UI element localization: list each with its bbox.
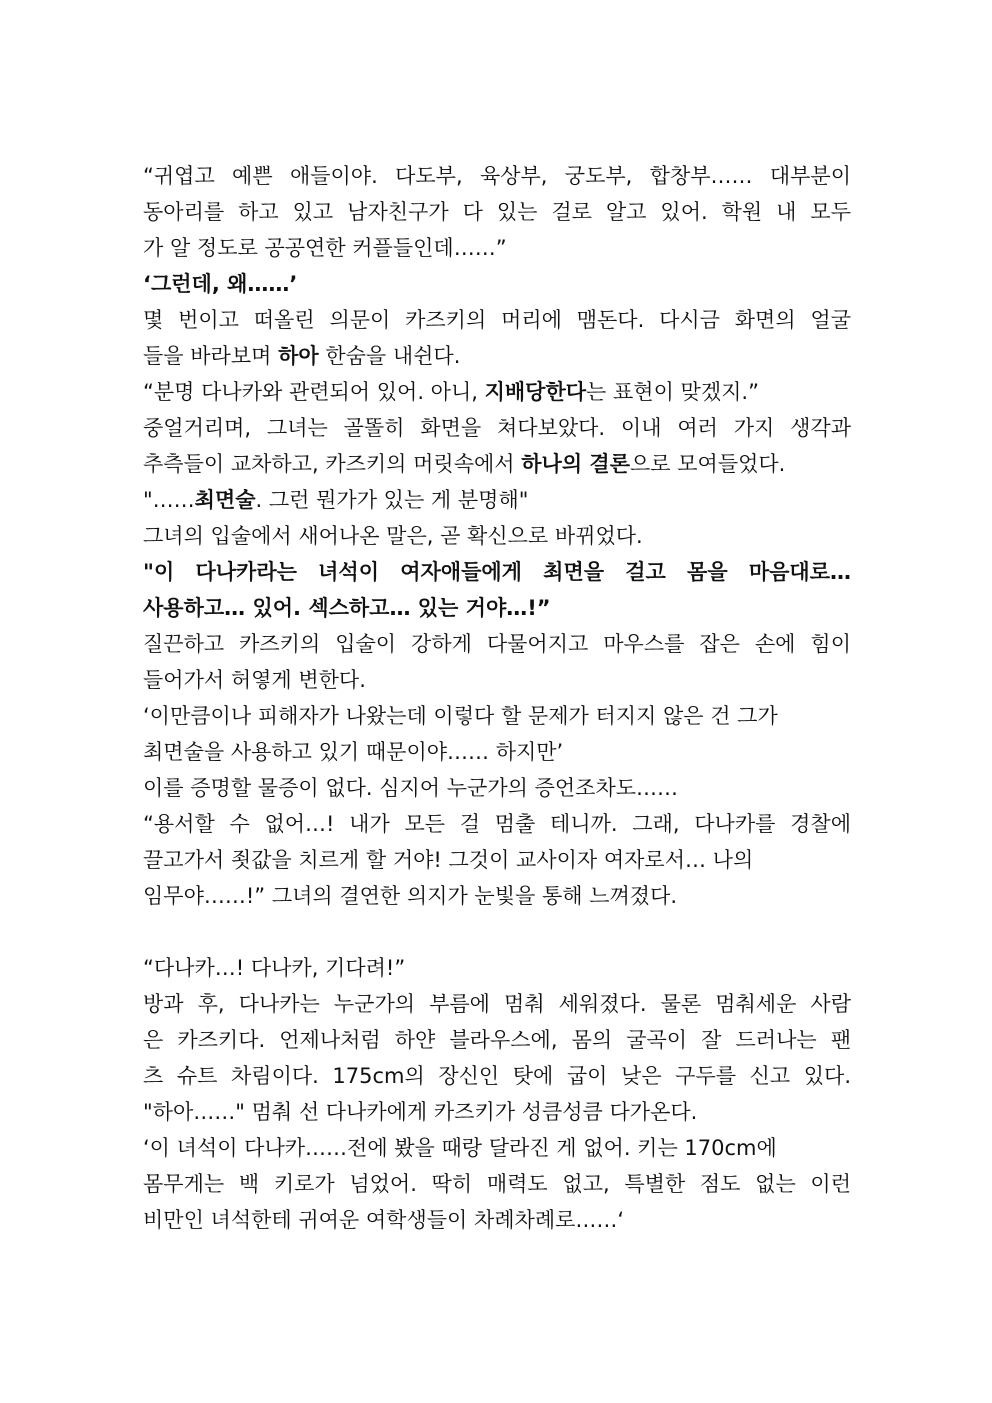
text-line bbox=[143, 374, 851, 410]
text-line bbox=[143, 1202, 851, 1238]
text-segment: 몸무게는 백 키로가 넘었어. 딱히 매력도 없고, 특별한 점도 없는 이런 bbox=[143, 1172, 851, 1196]
text-line bbox=[143, 554, 851, 590]
text-segment: 질끈하고 카즈키의 입술이 강하게 다물어지고 마우스를 잡은 손에 힘이 bbox=[143, 632, 851, 656]
text-line bbox=[143, 302, 851, 338]
text-segment: 그녀의 입술에서 새어나온 말은, 곧 확신으로 바뀌었다. bbox=[143, 524, 643, 548]
text-line bbox=[143, 1166, 851, 1202]
text-line bbox=[143, 806, 851, 842]
text-segment: 임무야……!” 그녀의 결연한 의지가 눈빛을 통해 느껴졌다. bbox=[143, 884, 678, 908]
text-segment: ‘이 녀석이 다나카……전에 봤을 때랑 달라진 게 없어. 키는 170cm에 bbox=[143, 1136, 777, 1160]
text-segment: 방과 후, 다나카는 누군가의 부름에 멈춰 세워졌다. 물론 멈춰세운 사람 bbox=[143, 992, 851, 1016]
text-segment: 으로 모여들었다. bbox=[630, 452, 786, 476]
text-segment: 은 카즈키다. 언제나처럼 하얀 블라우스에, 몸의 굴곡이 잘 드러나는 팬 bbox=[143, 1028, 851, 1052]
text-line bbox=[143, 662, 851, 698]
text-segment: 최면술을 사용하고 있기 때문이야…… 하지만’ bbox=[143, 740, 564, 764]
text-segment: 동아리를 하고 있고 남자친구가 다 있는 걸로 알고 있어. 학원 내 모두 bbox=[143, 200, 851, 224]
text-line bbox=[143, 1094, 851, 1130]
text-segment: 한숨을 내쉰다. bbox=[318, 344, 461, 368]
text-line bbox=[143, 878, 851, 914]
text-line bbox=[143, 338, 851, 374]
text-segment: 들어가서 허옇게 변한다. bbox=[143, 668, 366, 692]
text-line bbox=[143, 194, 851, 230]
text-segment: . 그런 뭔가가 있는 게 분명해" bbox=[255, 488, 529, 512]
text-segment: 가 알 정도로 공공연한 커플들인데……” bbox=[143, 236, 507, 260]
text-segment: "하아……" 멈춰 선 다나카에게 카즈키가 성큼성큼 다가온다. bbox=[143, 1100, 698, 1124]
bold-text: 하아 bbox=[278, 344, 319, 368]
text-segment: 몇 번이고 떠올린 의문이 카즈키의 머리에 맴돈다. 다시금 화면의 얼굴 bbox=[143, 308, 851, 332]
text-segment: “용서할 수 없어…! 내가 모든 걸 멈출 테니까. 그래, 다나카를 경찰에 bbox=[143, 812, 851, 836]
text-line bbox=[143, 950, 851, 986]
text-line bbox=[143, 230, 851, 266]
text-segment: “다나카…! 다나카, 기다려!” bbox=[143, 956, 406, 980]
bold-text: ‘그런데, 왜……’ bbox=[143, 272, 298, 296]
text-segment: 들을 바라보며 bbox=[143, 344, 279, 368]
text-segment: 이를 증명할 물증이 없다. 심지어 누군가의 증언조차도…… bbox=[143, 776, 679, 800]
text-line bbox=[143, 1130, 851, 1166]
text-line bbox=[143, 410, 851, 446]
text-line bbox=[143, 842, 851, 878]
text-line bbox=[143, 590, 851, 626]
text-line bbox=[143, 482, 851, 518]
bold-text: 최면술 bbox=[194, 488, 256, 512]
blank-line bbox=[143, 914, 851, 950]
bold-text: 하나의 결론 bbox=[521, 452, 630, 476]
text-line bbox=[143, 266, 851, 302]
text-segment: 비만인 녀석한테 귀여운 여학생들이 차례차례로……‘ bbox=[143, 1208, 625, 1232]
text-segment: 추측들이 교차하고, 카즈키의 머릿속에서 bbox=[143, 452, 522, 476]
text-line bbox=[143, 446, 851, 482]
text-line bbox=[143, 698, 851, 734]
text-line bbox=[143, 734, 851, 770]
text-line bbox=[143, 626, 851, 662]
text-segment: 츠 슈트 차림이다. 175cm의 장신인 탓에 굽이 낮은 구두를 신고 있다. bbox=[143, 1064, 851, 1088]
bold-text: 지배당한다 bbox=[484, 380, 587, 404]
document-body bbox=[143, 158, 851, 1238]
text-line bbox=[143, 158, 851, 194]
text-segment: ‘이만큼이나 피해자가 나왔는데 이렇다 할 문제가 터지지 않은 건 그가 bbox=[143, 704, 778, 728]
text-segment: “분명 다나카와 관련되어 있어. 아니, bbox=[143, 380, 485, 404]
text-line bbox=[143, 770, 851, 806]
text-segment: "…… bbox=[143, 488, 195, 512]
bold-text: "이 다나카라는 녀석이 여자애들에게 최면을 걸고 몸을 마음대로… bbox=[143, 560, 851, 584]
text-line bbox=[143, 518, 851, 554]
text-segment: 끌고가서 죗값을 치르게 할 거야! 그것이 교사이자 여자로서… 나의 bbox=[143, 848, 754, 872]
text-segment: 는 표현이 맞겠지.” bbox=[586, 380, 759, 404]
text-segment: 중얼거리며, 그녀는 골똘히 화면을 쳐다보았다. 이내 여러 가지 생각과 bbox=[143, 416, 851, 440]
text-line bbox=[143, 1058, 851, 1094]
bold-text: 사용하고… 있어. 섹스하고… 있는 거야…!” bbox=[143, 596, 551, 620]
text-line bbox=[143, 1022, 851, 1058]
text-line bbox=[143, 986, 851, 1022]
text-segment: “귀엽고 예쁜 애들이야. 다도부, 육상부, 궁도부, 합창부…… 대부분이 bbox=[143, 164, 851, 188]
